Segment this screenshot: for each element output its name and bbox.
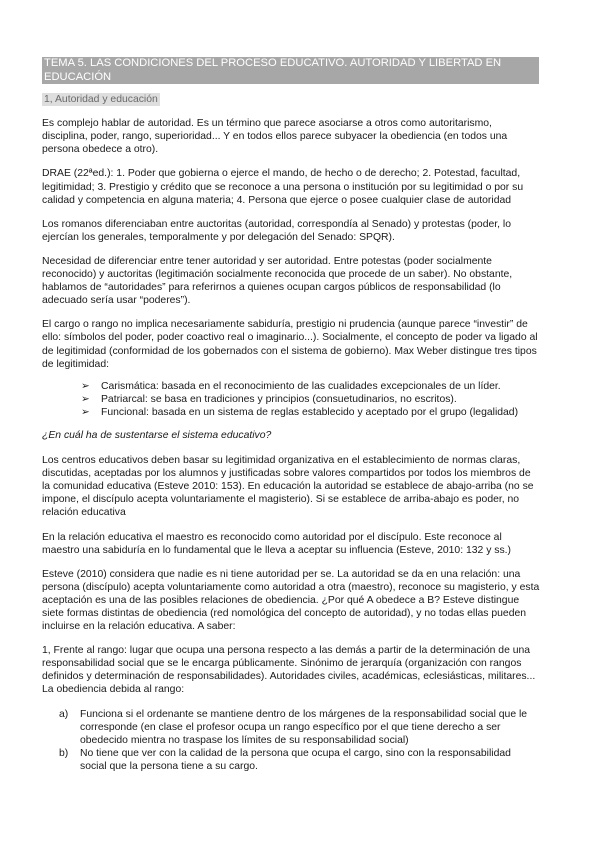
rank-obedience-list [42,708,540,773]
list-item [59,747,540,773]
paragraph-authority-intro: Es complejo hablar de autoridad. Es un término que parece asociarse a otros como autoritarismo, disciplina, poder, rango, superioridad... Y en todos ellos parece subyacer la obediencia (en todos una persona obedece a otro). [42,118,508,156]
page-title: TEMA 5. LAS CONDICIONES DEL PROCESO EDUCATIVO. AUTORIDAD Y LIBERTAD EN EDUCACIÓN [42,57,539,84]
list-item [81,380,540,393]
paragraph-rank: 1, Frente al rango: lugar que ocupa una persona respecto a las demás a partir de la determinación de una responsabilidad social que se le encarga públicamente. Sinónimo de jerarquía (organización con rangos definidos y determinación de responsabilidades). Autoridades civiles, académicas, eclesiásticas, militares... La obediencia debida al rango: [42,645,536,696]
list-item-text: Patriarcal: se basa en tradiciones y principios (consuetudinarios, no escritos). [101,393,457,405]
list-item-text: Funciona si el ordenante se mantiene dentro de los márgenes de la responsabilidad social que le corresponde (en clase el profesor ocupa un rango específico por el que tiene derecho a ser obedecido mientra no traspase los límites de su responsabilidad social) [80,708,528,746]
list-item-text: Carismática: basada en el reconocimiento de las cualidades excepcionales de un líder. [101,380,501,392]
list-item-text: Funcional: basada en un sistema de reglas establecido y aceptado por el grupo (legalidad) [101,406,519,418]
list-item [59,708,540,747]
list-item-text: No tiene que ver con la calidad de la persona que ocupa el cargo, sino con la responsabilidad social que la persona tiene a su cargo. [80,747,511,772]
list-marker: a) [59,708,69,720]
question-heading: ¿En cuál ha de sustentarse el sistema educativo? [42,429,272,441]
list-marker: b) [59,747,69,759]
paragraph-esteve: Esteve (2010) considera que nadie es ni tiene autoridad per se. La autoridad se da en una relación: una persona (discípulo) acepta voluntariamente como autoridad a otra (maestro), reconoce su magisterio, y esta aceptación es una de las posibles relaciones de obediencia. ¿Por qué A obedece a B? Esteve distingue siete formas distintas de obediencia (red nomológica del concepto de autoridad), y no todas ellas pueden incluirse en la relación educativa. A saber: [42,568,540,633]
weber-legitimacy-list [42,380,540,419]
paragraph-romans: Los romanos diferenciaban entre auctoritas (autoridad, correspondía al Senado) y protestas (poder, lo ejercían los generales, temporalmente y por delegación del Senado: SPQR). [42,218,512,243]
arrow-bullet-icon: ➢ [81,380,90,392]
paragraph-potestas-auctoritas: Necesidad de diferenciar entre tener autoridad y ser autoridad. Entre potestas (poder socialmente reconocido) y auctoritas (legitimación socialmente reconocida que procede de un saber). No obstante, hablamos de “autoridades” para referirnos a quienes ocupan cargos públicos de responsabilidad (lo adecuado sería usar “poderes”). [42,255,513,307]
paragraph-educational-centres: Los centros educativos deben basar su legitimidad organizativa en el establecimiento de normas claras, discutidas, aceptadas por los alumnos y justificadas sobre valores compartidos por todos los miembros de la comunidad educativa (Esteve 2010: 153). En educación la autoridad se establece de abajo-arriba (no se impone, el discípulo acepta voluntariamente el magisterio). Si se establece de arriba-abajo es poder, no relación educativa [42,455,534,519]
list-item [81,393,540,406]
paragraph-educational-relation: En la relación educativa el maestro es reconocido como autoridad por el discípulo. Este reconoce al maestro una sabiduría en lo fundamental que le lleva a aceptar su influencia (Esteve, 2010: 132 y ss.) [42,531,512,556]
arrow-bullet-icon: ➢ [81,393,90,405]
paragraph-drae-definition: DRAE (22ªed.): 1. Poder que gobierna o ejerce el mando, de hecho o de derecho; 2. Potestad, facultad, legitimidad; 3. Prestigio y crédito que se reconoce a una persona o institución por su legitimidad o por su calidad y competencia en alguna materia; 4. Persona que ejerce o posee cualquier clase de autoridad [42,168,524,206]
paragraph-legitimacy: El cargo o rango no implica necesariamente sabiduría, prestigio ni prudencia (aunque parece “investir” de ello: símbolos del poder, poder coactivo real o imaginario...). Socialmente, el concepto de poder va ligado al de legitimidad (conformidad de los gobernados con el sistema de gobierno). Max Weber distingue tres tipos de legitimidad: [42,319,538,370]
section-heading: 1, Autoridad y educación [44,94,158,106]
list-item [81,406,540,419]
arrow-bullet-icon: ➢ [81,406,90,418]
